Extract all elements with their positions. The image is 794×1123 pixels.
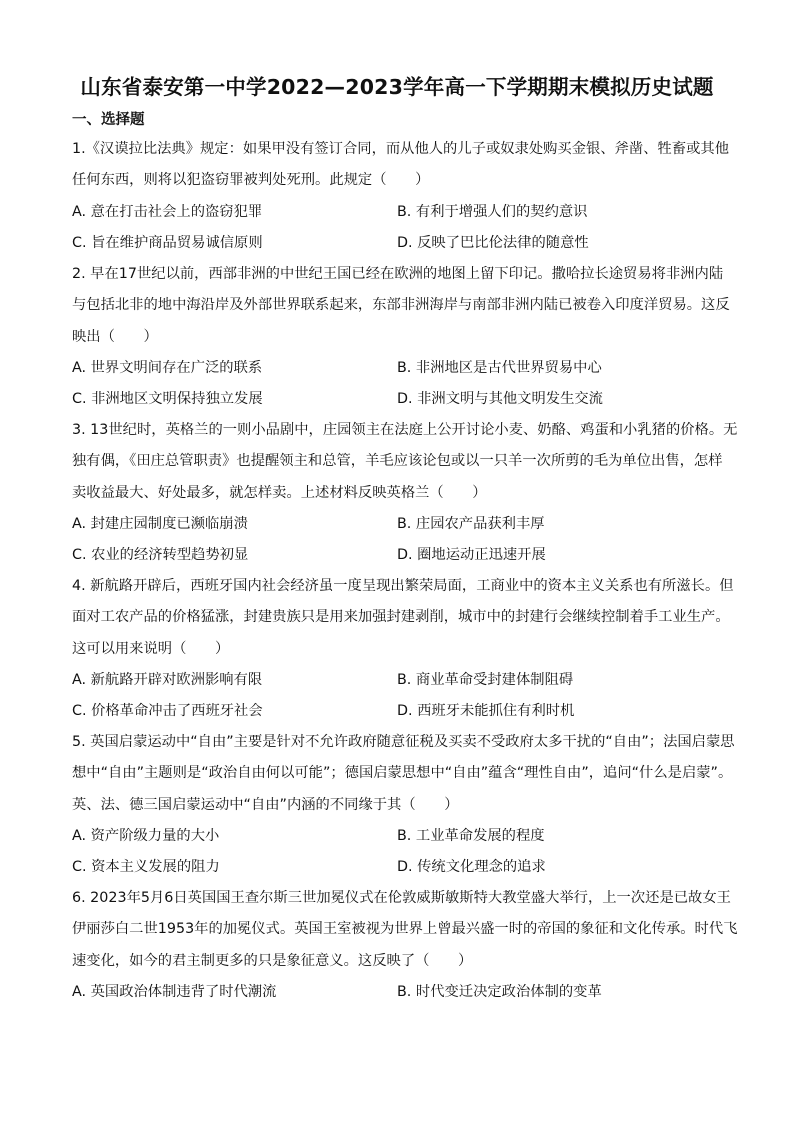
option-a[interactable]: A. 英国政治体制违背了时代潮流 xyxy=(72,983,277,1000)
question-text-line: 3. 13世纪时，英格兰的一则小品剧中，庄园领主在法庭上公开讨论小麦、奶酪、鸡蛋和小乳猪的价格。无 xyxy=(72,422,738,438)
option-a[interactable]: A. 资产阶级力量的大小 xyxy=(72,827,220,844)
question-text-line: 卖收益最大、好处最多，就怎样卖。上述材料反映英格兰（ ） xyxy=(72,484,487,501)
option-c[interactable]: C. 农业的经济转型趋势初显 xyxy=(72,547,249,564)
question-text-line: 独有偶，《田庄总管职责》也提醒领主和总管，羊毛应该论包或以一只羊一次所剪的毛为单位出售，怎样 xyxy=(72,453,723,470)
option-b[interactable]: B. 庄园农产品获利丰厚 xyxy=(397,515,545,532)
question-4 xyxy=(72,571,732,727)
question-text-line: 伊丽莎白二世1953年的加冕仪式。英国王室被视为世界上曾最兴盛一时的帝国的象征和文化传承。时代飞 xyxy=(72,921,738,938)
question-text-line: 6. 2023年5月6日英国国王查尔斯三世加冕仪式在伦敦威斯敏斯特大教堂盛大举行，上一次还是已故女王 xyxy=(72,890,731,906)
question-text-line: 速变化，如今的君主制更多的只是象征意义。这反映了（ ） xyxy=(72,952,473,969)
question-3 xyxy=(72,415,738,571)
option-row xyxy=(72,852,732,883)
question-text-line: 5. 英国启蒙运动中“自由”主要是针对不允许政府随意征税及买卖不受政府太多干扰的“自由”；法国启蒙思 xyxy=(72,734,735,750)
question-1 xyxy=(72,134,732,259)
option-row xyxy=(72,228,732,259)
option-b[interactable]: B. 非洲地区是古代世界贸易中心 xyxy=(397,359,602,376)
option-a[interactable]: A. 新航路开辟对欧洲影响有限 xyxy=(72,671,263,688)
option-row xyxy=(72,696,732,727)
option-d[interactable]: D. 圈地运动正迅速开展 xyxy=(397,547,546,564)
question-text-line: 这可以用来说明（ ） xyxy=(72,640,230,657)
option-d[interactable]: D. 西班牙未能抓住有利时机 xyxy=(397,703,575,720)
option-b[interactable]: B. 时代变迁决定政治体制的变革 xyxy=(397,983,602,1000)
option-c[interactable]: C. 非洲地区文明保持独立发展 xyxy=(72,391,263,408)
option-b[interactable]: B. 商业革命受封建体制阻碍 xyxy=(397,671,574,688)
question-text-line: 1.《汉谟拉比法典》规定：如果甲没有签订合同，而从他人的儿子或奴隶处购买金银、斧凿、牲畜或其他 xyxy=(72,141,729,157)
option-row xyxy=(72,665,732,696)
question-text-line: 映出（ ） xyxy=(72,328,158,345)
option-row xyxy=(72,353,732,384)
question-text-line: 英、法、德三国启蒙运动中“自由”内涵的不同缘于其（ ） xyxy=(72,796,459,813)
option-row xyxy=(72,977,732,1008)
option-d[interactable]: D. 传统文化理念的追求 xyxy=(397,859,546,876)
question-6 xyxy=(72,883,738,1008)
question-text-line: 任何东西，则将以犯盗窃罪被判处死刑。此规定（ ） xyxy=(72,172,430,189)
option-c[interactable]: C. 价格革命冲击了西班牙社会 xyxy=(72,703,263,720)
question-text-line: 面对工农产品的价格猛涨，封建贵族只是用来加强封建剥削，城市中的封建行会继续控制着手工业生产。 xyxy=(72,609,730,626)
option-b[interactable]: B. 有利于增强人们的契约意识 xyxy=(397,203,588,220)
question-text-line: 4. 新航路开辟后，西班牙国内社会经济虽一度呈现出繁荣局面，工商业中的资本主义关系也有所滋长。但 xyxy=(72,578,734,594)
option-row xyxy=(72,197,732,228)
question-text-line: 2. 早在17世纪以前，西部非洲的中世纪王国已经在欧洲的地图上留下印记。撒哈拉长途贸易将非洲内陆 xyxy=(72,266,724,282)
option-row xyxy=(72,509,732,540)
option-d[interactable]: D. 反映了巴比伦法律的随意性 xyxy=(397,234,589,251)
option-row xyxy=(72,540,732,571)
question-5 xyxy=(72,727,735,883)
option-c[interactable]: C. 资本主义发展的阻力 xyxy=(72,859,220,876)
option-a[interactable]: A. 封建庄园制度已濒临崩溃 xyxy=(72,515,248,532)
question-text-line: 与包括北非的地中海沿岸及外部世界联系起来，东部非洲海岸与南部非洲内陆已被卷入印度洋贸易。这反 xyxy=(72,297,730,314)
option-b[interactable]: B. 工业革命发展的程度 xyxy=(397,827,545,844)
section-heading: 一、选择题 xyxy=(72,112,145,128)
option-c[interactable]: C. 旨在维护商品贸易诚信原则 xyxy=(72,234,263,251)
option-a[interactable]: A. 世界文明间存在广泛的联系 xyxy=(72,359,263,376)
option-d[interactable]: D. 非洲文明与其他文明发生交流 xyxy=(397,391,603,408)
option-row xyxy=(72,384,732,415)
option-row xyxy=(72,821,732,852)
option-a[interactable]: A. 意在打击社会上的盗窃犯罪 xyxy=(72,203,263,220)
page-title: 山东省泰安第一中学2022—2023学年高一下学期期末模拟历史试题 xyxy=(80,75,714,99)
question-text-line: 想中“自由”主题则是“政治自由何以可能”；德国启蒙思想中“自由”蕴含“理性自由”，追问“什么是启蒙”。 xyxy=(72,765,733,782)
question-2 xyxy=(72,259,732,415)
